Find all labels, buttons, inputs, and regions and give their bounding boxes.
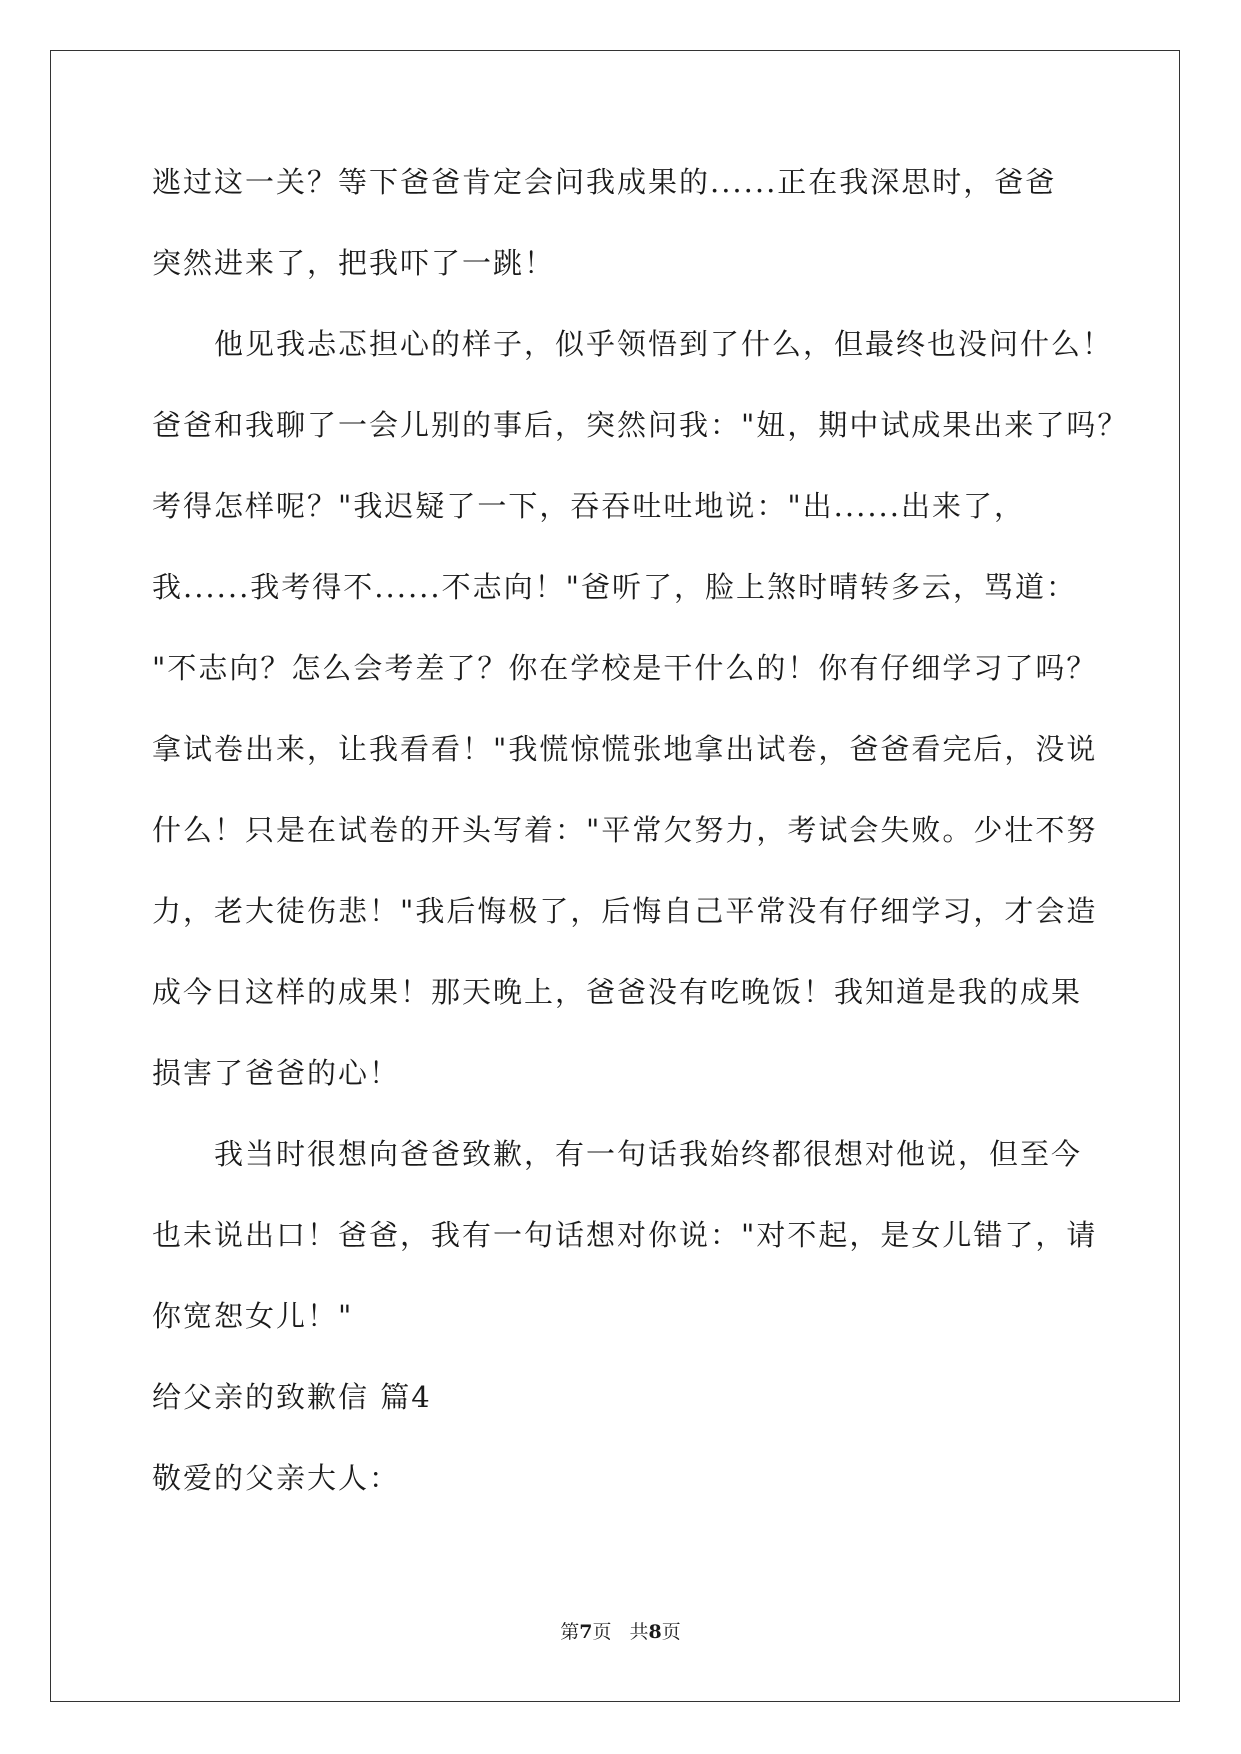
document-body: [152, 164, 1129, 1541]
text-line-15: 你宽恕女儿！": [152, 1299, 354, 1333]
text-line-6: 我......我考得不......不志向！"爸听了，脸上煞时晴转多云，骂道：: [152, 570, 1077, 604]
text-line-7: "不志向？怎么会考差了？你在学校是干什么的！你有仔细学习了吗？: [152, 651, 1098, 685]
footer-total-prefix: 共: [629, 1621, 649, 1643]
text-line-14: 也未说出口！爸爸，我有一句话想对你说："对不起，是女儿错了，请: [152, 1218, 1098, 1252]
text-line-10: 力，老大徒伤悲！"我后悔极了，后悔自己平常没有仔细学习，才会造: [152, 894, 1098, 928]
text-line-1: 逃过这一关？等下爸爸肯定会问我成果的......正在我深思时，爸爸: [152, 165, 1057, 199]
page-footer: [0, 1617, 1241, 1644]
footer-page-number: 7: [579, 1621, 593, 1643]
footer-prefix: 第: [560, 1621, 580, 1643]
text-line-5: 考得怎样呢？"我迟疑了一下，吞吞吐吐地说："出......出来了，: [152, 489, 1025, 523]
text-line-2: 突然进来了，把我吓了一跳！: [152, 246, 556, 280]
text-line-12: 损害了爸爸的心！: [152, 1056, 401, 1090]
footer-page-suffix: 页: [592, 1621, 612, 1643]
text-line-11: 成今日这样的成果！那天晚上，爸爸没有吃晚饭！我知道是我的成果: [152, 975, 1083, 1009]
text-line-13: 我当时很想向爸爸致歉，有一句话我始终都很想对他说，但至今: [152, 1137, 1083, 1171]
text-line-3: 他见我忐忑担心的样子，似乎领悟到了什么，但最终也没问什么！: [152, 327, 1114, 361]
section-heading: 给父亲的致歉信 篇4: [152, 1380, 432, 1414]
salutation: 敬爱的父亲大人：: [152, 1461, 401, 1495]
text-line-9: 什么！只是在试卷的开头写着："平常欠努力，考试会失败。少壮不努: [152, 813, 1098, 847]
text-line-4: 爸爸和我聊了一会儿别的事后，突然问我："妞，期中试成果出来了吗？: [152, 408, 1129, 442]
footer-total-pages: 8: [648, 1621, 662, 1643]
footer-total-suffix: 页: [661, 1621, 681, 1643]
text-line-8: 拿试卷出来，让我看看！"我慌惊慌张地拿出试卷，爸爸看完后，没说: [152, 732, 1098, 766]
